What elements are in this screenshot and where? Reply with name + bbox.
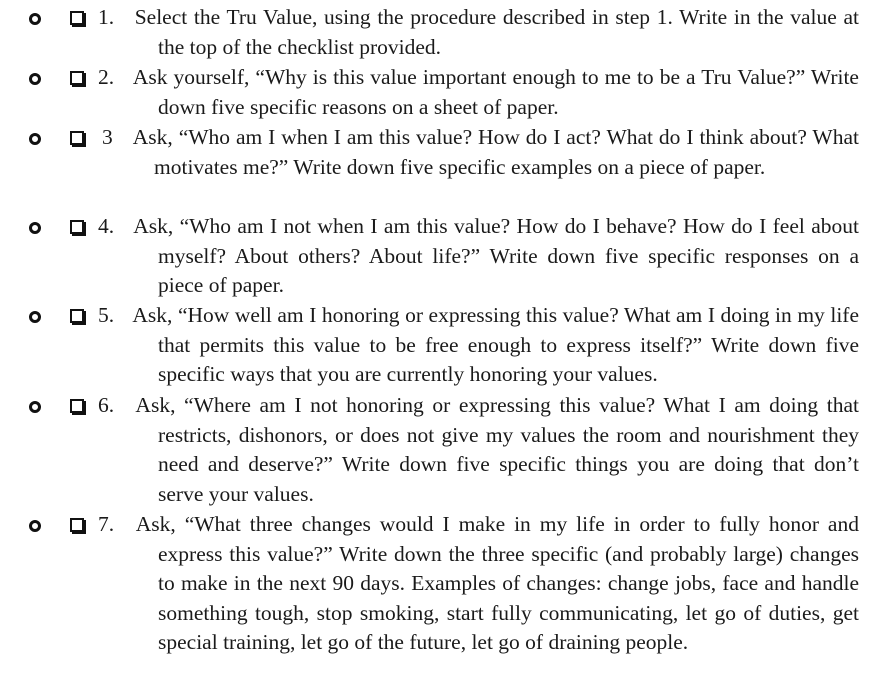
list-item-body: Ask yourself, “Why is this value important enough to me to be a Tru Value?” Write down five specific reasons on a sheet of paper.: [132, 65, 859, 119]
list-item-text: 1. Select the Tru Value, using the procedure described in step 1. Write in the value at the top of the checklist provided.: [98, 5, 859, 59]
list-item-text: 7. Ask, “What three changes would I make in my life in order to fully honor and express this value?” Write down the three specific (and probably large) changes to make in the next 90 days. Examples of changes: change jobs, face and handle something tough, stop smoking, start fully communicating, let go of duties, get special training, let go of the future, let go of draining people.: [98, 512, 859, 654]
list-item-body: Ask, “What three changes would I make in my life in order to fully honor and express this value?” Write down the three specific (and probably large) changes to make in the next 90 days. Examples of changes: change jobs, face and handle something tough, stop smoking, start fully communicating, let go of duties, get special training, let go of the future, let go of draining people.: [135, 512, 859, 654]
checkbox-icon[interactable]: [70, 71, 84, 85]
checkbox-icon[interactable]: [70, 309, 84, 323]
radio-circle-icon[interactable]: [29, 222, 41, 234]
list-item-body: Ask, “Who am I not when I am this value? How do I behave? How do I feel about myself? About others? About life?” Write down five specific responses on a piece of paper.: [133, 214, 859, 297]
list-item-body: Select the Tru Value, using the procedure described in step 1. Write in the value at the top of the checklist provided.: [134, 5, 859, 59]
checkbox-icon[interactable]: [70, 518, 84, 532]
checkbox-icon[interactable]: [70, 11, 84, 25]
checkbox-icon[interactable]: [70, 220, 84, 234]
list-item-text: 5. Ask, “How well am I honoring or expressing this value? What am I doing in my life that permits this value to be free enough to express itself?” Write down five specific ways that you are currently honoring your values.: [98, 303, 859, 386]
radio-circle-icon[interactable]: [29, 13, 41, 25]
radio-circle-icon[interactable]: [29, 520, 41, 532]
list-item-text: 6. Ask, “Where am I not honoring or expressing this value? What I am doing that restricts, dishonors, or does not give my values the room and nourishment they need and deserve?” Write down five specific things you are doing that don’t serve your values.: [98, 393, 859, 506]
list-item-body: Ask, “How well am I honoring or expressing this value? What am I doing in my life that permits this value to be free enough to express itself?” Write down five specific ways that you are currently honoring your values.: [132, 303, 859, 386]
list-item-text: 3 Ask, “Who am I when I am this value? How do I act? What do I think about? What motivates me?” Write down five specific examples on a piece of paper.: [102, 125, 859, 179]
radio-circle-icon[interactable]: [29, 401, 41, 413]
checkbox-icon[interactable]: [70, 399, 84, 413]
list-item-body: Ask, “Where am I not honoring or expressing this value? What I am doing that restricts, dishonors, or does not give my values the room and nourishment they need and deserve?” Write down five specific things you are doing that don’t serve your values.: [135, 393, 859, 506]
radio-circle-icon[interactable]: [29, 311, 41, 323]
radio-circle-icon[interactable]: [29, 133, 41, 145]
list-item-text: 2. Ask yourself, “Why is this value important enough to me to be a Tru Value?” Write down five specific reasons on a sheet of paper.: [98, 65, 859, 119]
list-item-text: 4. Ask, “Who am I not when I am this value? How do I behave? How do I feel about myself? About others? About life?” Write down five specific responses on a piece of paper.: [98, 214, 859, 297]
radio-circle-icon[interactable]: [29, 73, 41, 85]
checkbox-icon[interactable]: [70, 131, 84, 145]
list-item-body: Ask, “Who am I when I am this value? How do I act? What do I think about? What motivates me?” Write down five specific examples on a piece of paper.: [132, 125, 859, 179]
